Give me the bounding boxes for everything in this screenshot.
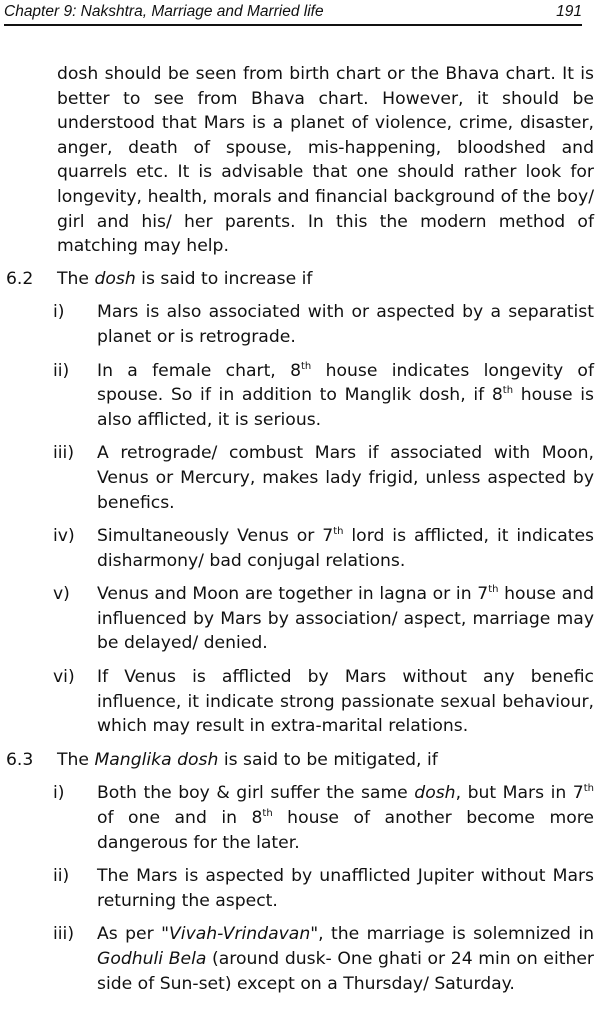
section-6-3-list [0, 781, 600, 996]
list-item [53, 300, 594, 349]
item-text: house indicates longevity of spouse. So if in addition to Manglik dosh, if 8 [97, 360, 594, 406]
item-text: (around dusk- One ghati or 24 min on either side of Sun-set) except on a Thursday/ Saturday. [97, 949, 595, 994]
section-6-2-list [0, 300, 600, 739]
item-number: iii) [53, 443, 75, 464]
list-item [53, 359, 594, 433]
item-emphasis: Godhuli Bela [97, 949, 207, 969]
item-text: lord is afflicted, it indicates disharmony/ bad conjugal relations. [97, 526, 594, 571]
heading-pre: The [57, 268, 95, 289]
intro-paragraph: dosh should be seen from birth chart or the Bhava chart. It is better to see from Bhava chart. However, it should be understood that Mars is a planet of violence, crime, disaster, anger, death of spouse, mis-happening, bloodshed and quarrels etc. It is advisable that one should rather look for longevity, health, morals and financial background of the boy/ girl and his/ her parents. In this the modern method of matching may help. [57, 64, 594, 257]
page-body [0, 62, 600, 1005]
heading-pre: The [57, 749, 95, 770]
superscript: th [488, 584, 499, 596]
item-text: Simultaneously Venus or 7 [97, 526, 334, 547]
heading-post: is said to increase if [135, 268, 313, 289]
page-number: 191 [556, 3, 582, 20]
item-text: ", the marriage is solemnized in [310, 924, 594, 945]
item-number: iv) [53, 526, 75, 547]
item-number: i) [53, 302, 65, 323]
item-text: A retrograde/ combust Mars if associated with Moon, Venus or Mercury, makes lady frigid, unless aspected by benefics. [97, 443, 594, 513]
superscript: th [301, 360, 312, 372]
heading-post: is said to be mitigated, if [218, 749, 438, 770]
item-text: house is also afflicted, it is serious. [97, 385, 594, 430]
section-heading [57, 267, 600, 292]
list-item [53, 864, 594, 913]
item-text: Venus and Moon are together in lagna or in 7 [97, 584, 489, 605]
superscript: th [583, 783, 594, 795]
item-text: of one and in 8 [97, 808, 263, 829]
item-number: v) [53, 584, 70, 605]
list-item [53, 781, 594, 855]
item-emphasis: dosh [414, 783, 456, 804]
list-item [53, 441, 594, 515]
item-number: i) [53, 783, 65, 804]
heading-term: dosh [94, 268, 136, 289]
item-text: The Mars is aspected by unafflicted Jupiter without Mars returning the aspect. [97, 866, 594, 911]
item-text: house of another become more dangerous for the later. [97, 808, 594, 853]
superscript: th [333, 526, 344, 538]
item-text: house and influenced by Mars by association/ aspect, marriage may be delayed/ denied. [97, 584, 595, 654]
section-number: 6.3 [6, 749, 34, 770]
chapter-title: Chapter 9: Nakshtra, Marriage and Married life [4, 3, 324, 20]
heading-term: Manglika dosh [94, 749, 219, 770]
item-number: vi) [53, 667, 75, 688]
section-heading [57, 748, 600, 773]
list-item [53, 524, 594, 573]
item-text: , but Mars in 7 [455, 783, 584, 804]
superscript: th [262, 808, 273, 820]
list-item [53, 665, 594, 739]
item-emphasis: Vivah-Vrindavan [169, 924, 311, 945]
superscript: th [502, 385, 514, 397]
item-text: Both the boy & girl suffer the same [97, 783, 415, 804]
item-text: If Venus is afflicted by Mars without any benefic influence, it indicate strong passionate sexual behaviour, which may result in extra-marital relations. [97, 667, 594, 737]
item-text: In a female chart, 8 [97, 360, 302, 381]
item-number: ii) [53, 360, 70, 381]
section-number: 6.2 [6, 268, 34, 289]
list-item [53, 922, 595, 996]
running-header [4, 2, 582, 26]
item-text: As per " [97, 924, 170, 945]
item-text: Mars is also associated with or aspected by a separatist planet or is retrograde. [97, 302, 594, 347]
item-number: iii) [53, 924, 75, 945]
item-number: ii) [53, 866, 70, 887]
section-6-3 [0, 748, 600, 773]
list-item [53, 582, 595, 656]
section-6-2 [0, 267, 600, 292]
